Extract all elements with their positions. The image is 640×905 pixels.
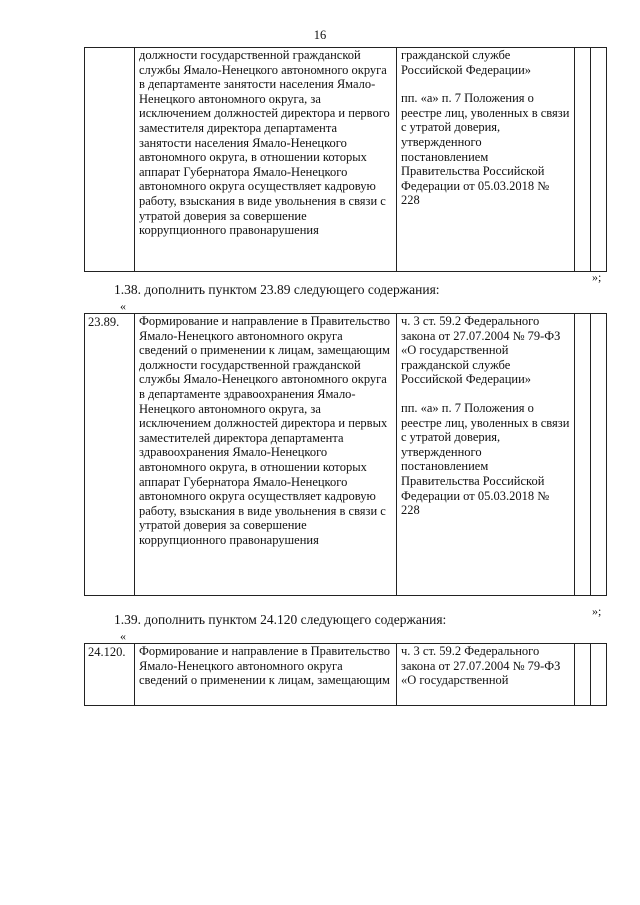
item-number-cell: 23.89.	[85, 314, 135, 596]
legal-basis-cell	[397, 644, 575, 706]
item-number-cell: 24.120.	[85, 644, 135, 706]
table-item-24-120	[84, 643, 607, 706]
closing-quote: »;	[592, 270, 602, 284]
description-text: Формирование и направление в Правительство Ямало-Ненецкого автономного округа сведений о применении к лицам, замещающим	[139, 644, 391, 688]
legal-basis-text-1: гражданской службе Российской Федерации»	[401, 48, 532, 77]
closing-quote: »;	[592, 604, 602, 618]
legal-basis-cell	[397, 48, 575, 272]
opening-quote: «	[120, 299, 126, 313]
empty-cell	[591, 644, 607, 706]
description-text: должности государственной гражданской службы Ямало-Ненецкого автономного округа в департаменте занятости населения Ямало-Ненецкого автономного округа, за исключением должностей директора и первого заместителя директора департамента занятости населения Ямало-Ненецкого автономного округа, в отношении которых аппарат Губернатора Ямало-Ненецкого автономного округа осуществляет кадровую работу, взыскания в виде увольнения в связи с утратой доверия за совершение коррупционного правонарушения	[139, 48, 390, 238]
empty-cell	[591, 314, 607, 596]
legal-basis-text-2: пп. «а» п. 7 Положения о реестре лиц, уволенных в связи с утратой доверия, утвержденного постановлением Правительства Российской Федерации от 05.03.2018 № 228	[401, 91, 570, 208]
legal-basis-text-1: ч. 3 ст. 59.2 Федерального закона от 27.07.2004 № 79-ФЗ «О государственной гражданской службе Российской Федерации»	[401, 314, 561, 387]
legal-basis-cell	[397, 314, 575, 596]
empty-cell	[575, 644, 591, 706]
empty-cell	[591, 48, 607, 272]
page-number: 16	[313, 28, 327, 42]
table-row	[85, 48, 607, 272]
amendment-1-39: 1.39. дополнить пунктом 24.120 следующего содержания:	[114, 612, 447, 627]
item-number-cell	[85, 48, 135, 272]
description-cell	[135, 314, 397, 596]
opening-quote: «	[120, 629, 126, 643]
description-text: Формирование и направление в Правительство Ямало-Ненецкого автономного округа сведений о применении к лицам, замещающим должности государственной гражданской службы Ямало-Ненецкого автономного округа в департаменте здравоохранения Ямало-Ненецкого автономного округа, за исключением должностей директора и первых заместителей директора департамента здравоохранения Ямало-Ненецкого автономного округа, в отношении которых аппарат Губернатора Ямало-Ненецкого автономного округа осуществляет кадровую работу, взыскания в виде увольнения в связи с утратой доверия за совершение коррупционного правонарушения	[139, 314, 391, 547]
table-row	[85, 314, 607, 596]
legal-basis-text-2: пп. «а» п. 7 Положения о реестре лиц, уволенных в связи с утратой доверия, утвержденного постановлением Правительства Российской Федерации от 05.03.2018 № 228	[401, 400, 570, 518]
empty-cell	[575, 48, 591, 272]
table-item-23-89	[84, 313, 607, 596]
table-row	[85, 644, 607, 706]
table-continuation	[84, 47, 607, 272]
amendment-1-38: 1.38. дополнить пунктом 23.89 следующего содержания:	[114, 282, 440, 297]
description-cell	[135, 644, 397, 706]
empty-cell	[575, 314, 591, 596]
description-cell	[135, 48, 397, 272]
legal-basis-text-1: ч. 3 ст. 59.2 Федерального закона от 27.07.2004 № 79-ФЗ «О государственной	[401, 644, 561, 688]
